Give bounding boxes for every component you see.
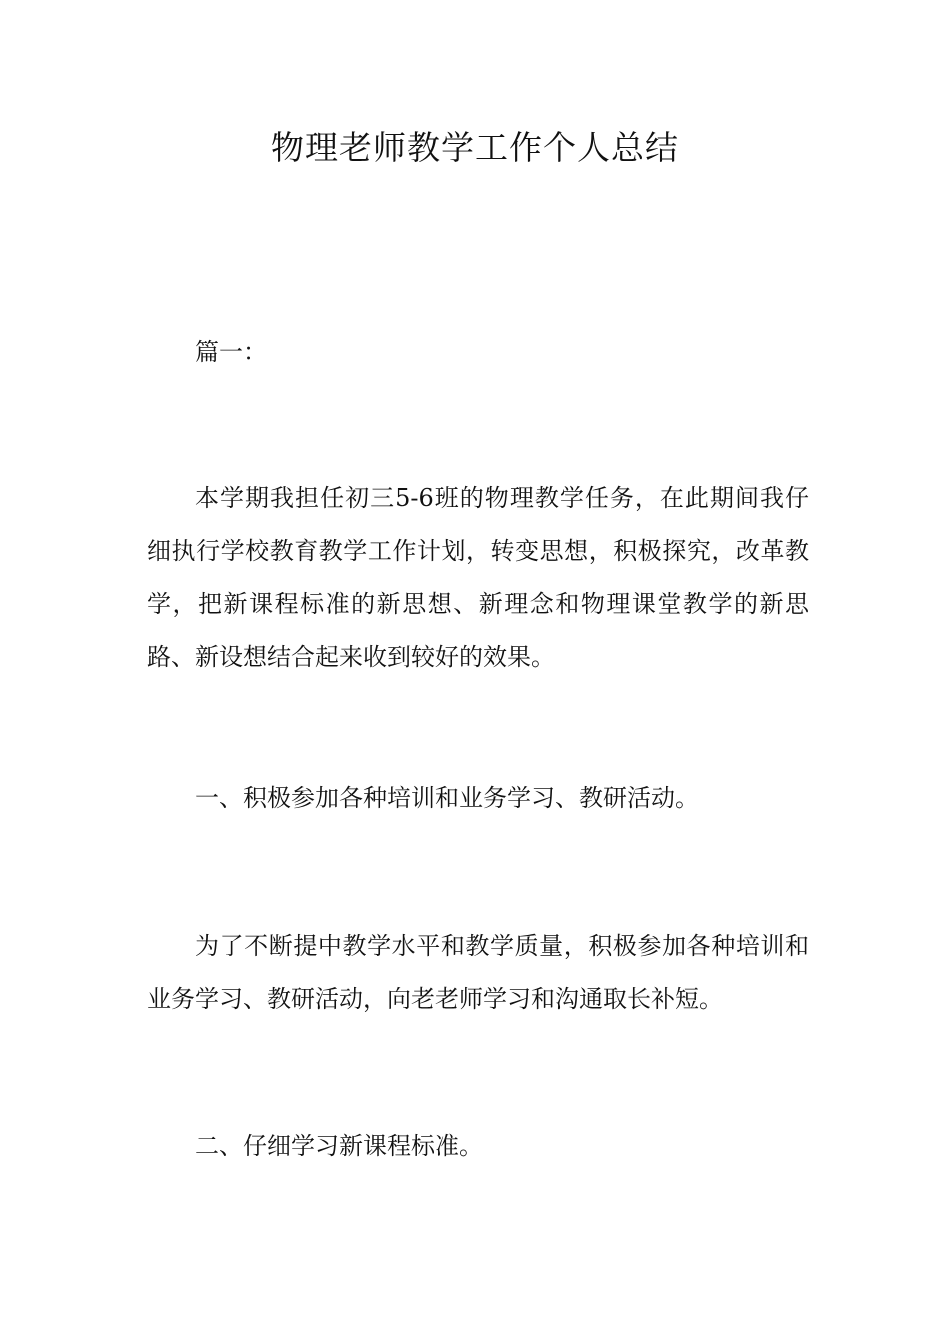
section-label: 篇一： bbox=[195, 338, 267, 366]
body-paragraph-1: 为了不断提中教学水平和教学质量，积极参加各种培训和业务学习、教研活动，向老老师学习和沟通取长补短。 bbox=[147, 932, 809, 1013]
document-title: 物理老师教学工作个人总结 bbox=[271, 128, 679, 167]
section-heading-2: 二、仔细学习新课程标准。 bbox=[195, 1132, 483, 1160]
section-heading-1: 一、积极参加各种培训和业务学习、教研活动。 bbox=[195, 784, 699, 812]
intro-paragraph: 本学期我担任初三5-6班的物理教学任务，在此期间我仔细执行学校教育教学工作计划，转变思想，积极探究，改革教学，把新课程标准的新思想、新理念和物理课堂教学的新思路、新设想结合起来收到较好的效果。 bbox=[147, 484, 809, 671]
